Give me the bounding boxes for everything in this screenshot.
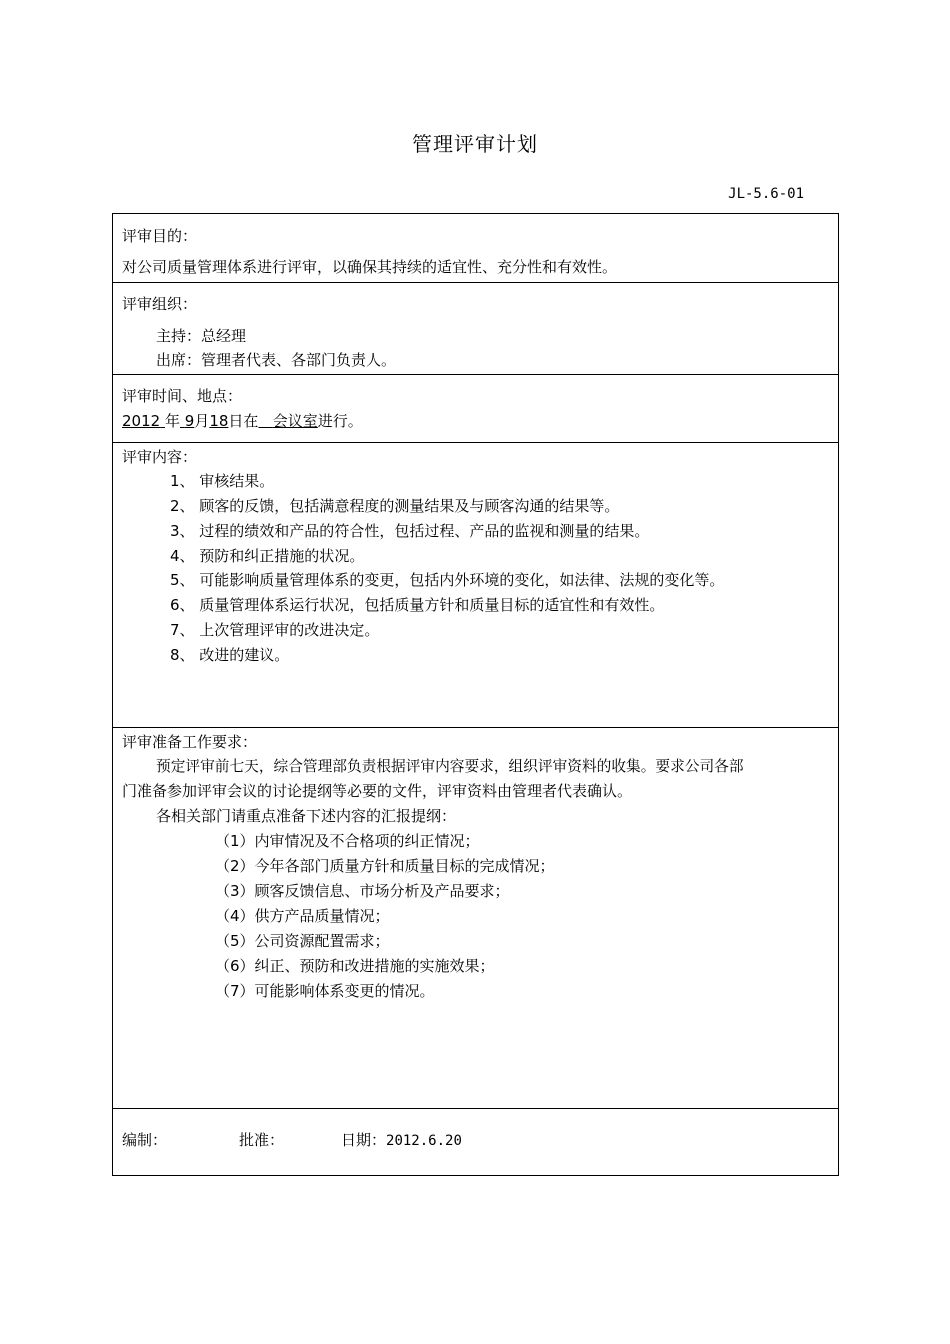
preparation-item: （1）内审情况及不合格项的纠正情况； (215, 832, 480, 850)
meeting-place: 会议室 (272, 412, 318, 430)
content-item: 4、 预防和纠正措施的状况。 (170, 547, 365, 565)
content-item: 6、 质量管理体系运行状况，包括质量方针和质量目标的适宜性和有效性。 (170, 596, 665, 614)
preparation-item: （6）纠正、预防和改进措施的实施效果； (215, 957, 495, 975)
preparation-item: （3）顾客反馈信息、市场分析及产品要求； (215, 882, 510, 900)
purpose-text: 对公司质量管理体系进行评审，以确保其持续的适宜性、充分性和有效性。 (122, 258, 618, 276)
time-place-section (113, 374, 838, 443)
purpose-label: 评审目的： (122, 227, 198, 245)
month-unit: 月 (194, 412, 210, 430)
content-item: 2、 顾客的反馈，包括满意程度的测量结果及与顾客沟通的结果等。 (170, 497, 620, 515)
date-value: 2012.6.20 (386, 1133, 462, 1149)
review-plan-table (112, 213, 839, 1176)
preparation-label: 评审准备工作要求： (122, 733, 258, 751)
content-item: 3、 过程的绩效和产品的符合性，包括过程、产品的监视和测量的结果。 (170, 522, 650, 540)
time-place-label: 评审时间、地点： (122, 387, 243, 405)
meeting-day: 18 (209, 412, 229, 430)
date-label: 日期： (341, 1131, 387, 1149)
content-item: 7、 上次管理评审的改进决定。 (170, 621, 380, 639)
preparation-item: （4）供方产品质量情况； (215, 907, 390, 925)
preparation-paragraph-line2: 门准备参加评审会议的讨论提纲等必要的文件，评审资料由管理者代表确认。 (122, 782, 633, 800)
organization-label: 评审组织： (122, 295, 198, 313)
organization-attendees: 出席：管理者代表、各部门负责人。 (156, 351, 397, 369)
time-place-text (122, 411, 363, 431)
date-field (341, 1130, 462, 1151)
page-title: 管理评审计划 (412, 132, 538, 156)
place-suffix: 进行。 (317, 412, 363, 430)
content-label: 评审内容： (122, 448, 198, 466)
signature-section (113, 1109, 838, 1176)
content-item: 5、 可能影响质量管理体系的变更，包括内外环境的变化，如法律、法规的变化等。 (170, 571, 725, 589)
preparation-item: （7）可能影响体系变更的情况。 (215, 982, 435, 1000)
content-section (113, 443, 838, 728)
approved-by-label: 批准： (239, 1131, 285, 1149)
year-unit: 年 (164, 412, 180, 430)
preparation-section (113, 728, 838, 1109)
preparation-intro: 各相关部门请重点准备下述内容的汇报提纲： (156, 807, 457, 825)
purpose-section (113, 214, 838, 283)
preparation-item: （2）今年各部门质量方针和质量目标的完成情况； (215, 857, 555, 875)
organization-host: 主持：总经理 (156, 327, 247, 345)
content-item: 8、 改进的建议。 (170, 646, 290, 664)
content-item: 1、 审核结果。 (170, 472, 275, 490)
day-unit: 日在 (228, 412, 259, 430)
document-number: JL-5.6-01 (728, 186, 804, 202)
place-gap (258, 412, 272, 430)
meeting-month: 9 (184, 412, 195, 430)
compiled-by-label: 编制： (122, 1131, 168, 1149)
organization-section (113, 283, 838, 375)
preparation-item: （5）公司资源配置需求； (215, 932, 390, 950)
meeting-year: 2012 (122, 412, 161, 430)
preparation-paragraph-line1: 预定评审前七天，综合管理部负责根据评审内容要求，组织评审资料的收集。要求公司各部 (156, 758, 744, 775)
